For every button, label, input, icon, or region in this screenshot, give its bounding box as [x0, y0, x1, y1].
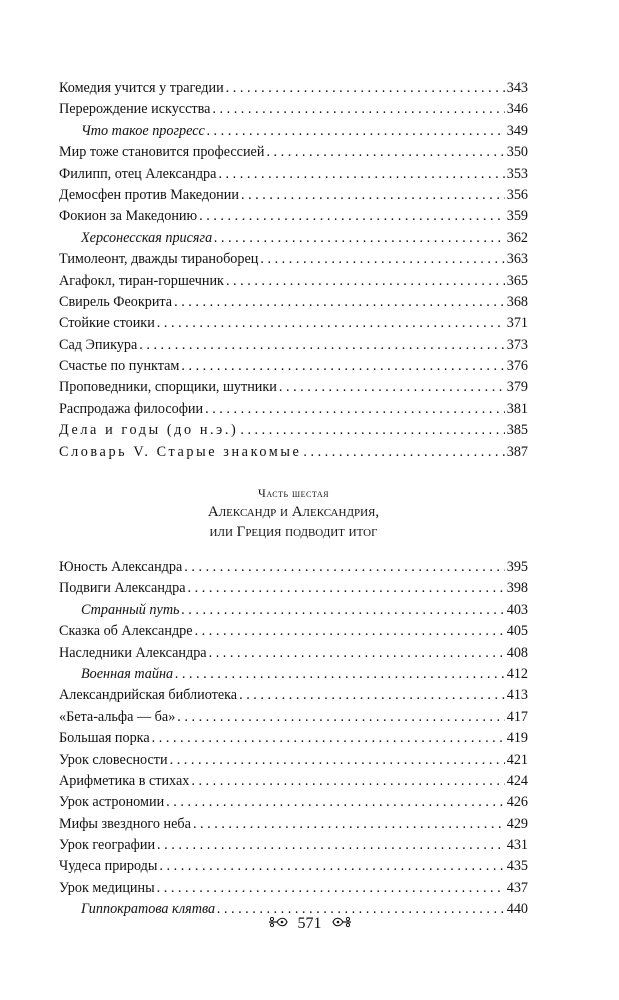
toc-leader-dots [209, 643, 505, 664]
toc-entry-title: Подвиги Александра [59, 580, 186, 597]
toc-entry-page: 381 [506, 400, 528, 417]
toc-entry-page: 398 [506, 580, 528, 597]
toc-entry [59, 377, 528, 398]
toc-leader-dots [226, 78, 505, 99]
toc-entry [59, 121, 528, 142]
toc-entry-page: 417 [506, 708, 528, 725]
toc-entry-page: 346 [506, 101, 528, 118]
toc-leader-dots [279, 377, 505, 398]
toc-entry-title: Проповедники, спорщики, шутники [59, 379, 277, 396]
toc-entry-title: Фокион за Македонию [59, 208, 198, 225]
toc-leader-dots [159, 856, 504, 877]
toc-leader-dots [241, 185, 505, 206]
toc-entry-title: Херсонесская присяга [81, 229, 213, 246]
toc-entry-page: 371 [506, 315, 528, 332]
part-title-line1: Александр и Александрия, [207, 504, 380, 520]
toc-entry [59, 814, 528, 835]
toc-entry-title: Наследники Александра [59, 644, 207, 661]
toc-entry-page: 353 [506, 165, 528, 182]
toc-entry-title: Распродажа философии [59, 400, 204, 417]
page-footer [0, 914, 619, 934]
toc-leader-dots [175, 664, 505, 685]
toc-entry-title: Юность Александра [59, 559, 183, 575]
toc-entry-page: 356 [506, 186, 528, 203]
toc-entry-page: 429 [506, 815, 528, 832]
fleuron-right-icon [330, 914, 352, 934]
toc-leader-dots [266, 142, 504, 163]
toc-entry-page: 368 [506, 293, 528, 310]
toc-entry [59, 99, 528, 120]
toc-entry-page: 350 [506, 144, 528, 161]
toc-entry [59, 356, 528, 377]
toc-leader-dots [240, 420, 504, 441]
part-heading [59, 484, 528, 542]
toc-leader-dots [139, 335, 504, 356]
toc-entry [59, 78, 528, 99]
toc-entry-page: 435 [506, 858, 528, 875]
toc-entry-title: Мифы звездного неба [59, 815, 191, 832]
toc-entry [59, 335, 528, 356]
toc-entry-page: 376 [506, 358, 528, 375]
fleuron-left-icon [268, 914, 290, 934]
toc-entry-page: 421 [506, 751, 528, 768]
toc-entry [59, 228, 528, 249]
toc-leader-dots [193, 814, 505, 835]
toc-entry [59, 878, 528, 899]
toc-entry-title: Александрийская библиотека [59, 687, 238, 704]
toc-entry-title: Странный путь [81, 601, 180, 618]
toc-entry-page: 363 [506, 251, 528, 268]
toc-entry-title: Чудеса природы [59, 858, 158, 875]
toc-entry [59, 142, 528, 163]
toc-entry-title: Перерождение искусства [59, 101, 211, 118]
toc-leader-dots [191, 771, 504, 792]
toc-leader-dots [218, 164, 504, 185]
toc-entry-title: Мир тоже становится профессией [59, 144, 265, 161]
toc-leader-dots [170, 750, 505, 771]
toc-entry-title: Агафокл, тиран-горшечник [59, 272, 224, 289]
toc-entry-title: Большая порка [59, 730, 150, 747]
toc-entry-page: 387 [506, 443, 528, 460]
toc-entry-title: Стойкие стоики [59, 315, 155, 332]
toc-leader-dots [188, 578, 505, 599]
toc-entry-title: Сказка об Александре [59, 623, 193, 640]
toc-leader-dots [152, 728, 505, 749]
toc-entry-title: Свирель Феокрита [59, 293, 173, 310]
toc-entry-page: 431 [506, 837, 528, 854]
toc-entry [59, 685, 528, 706]
toc-entry-title: Военная тайна [81, 665, 174, 682]
toc-leader-dots [157, 835, 505, 856]
toc-entry-title: Что такое прогресс [81, 122, 205, 139]
toc-entry-page: 437 [506, 879, 528, 896]
toc-leader-dots [205, 399, 505, 420]
toc-leader-dots [181, 356, 504, 377]
toc-leader-dots [303, 442, 504, 463]
toc-entry-page: 426 [506, 794, 528, 811]
toc-entry-title: Демосфен против Македонии [59, 186, 239, 203]
toc-entry [59, 292, 528, 313]
toc-leader-dots [174, 292, 505, 313]
toc-entry-page: 408 [506, 644, 528, 661]
toc-entry-page: 362 [506, 229, 528, 246]
toc-entry-title: Филипп, отец Александра [59, 165, 217, 182]
toc-entry [59, 600, 528, 621]
toc-entry-title: Гиппократова клятва [81, 901, 216, 918]
toc-part6-list [59, 557, 528, 921]
toc-entry-page: 365 [506, 272, 528, 289]
toc-entry [59, 185, 528, 206]
part-title-line2: или Греция подводит итог [209, 524, 378, 540]
toc-entry-title: Комедия учится у трагедии [59, 80, 224, 96]
toc-entry-title: Сад Эпикура [59, 336, 138, 353]
toc-entry [59, 271, 528, 292]
toc-entry-page: 385 [506, 422, 528, 439]
toc-leader-dots [184, 557, 504, 578]
toc-entry [59, 442, 528, 463]
toc-entry [59, 206, 528, 227]
toc-entry-title: Словарь V. Старые знакомые [59, 443, 302, 460]
toc-entry-page: 373 [506, 336, 528, 353]
toc-leader-dots [195, 621, 505, 642]
toc-entry-page: 424 [506, 772, 528, 789]
toc-entry-title: Урок астрономии [59, 794, 165, 811]
toc-entry [59, 792, 528, 813]
toc-entry [59, 621, 528, 642]
toc-leader-dots [214, 228, 505, 249]
toc-entry-page: 359 [506, 208, 528, 225]
toc-entry [59, 557, 528, 578]
toc-entry-title: Арифметика в стихах [59, 772, 190, 789]
toc-leader-dots [182, 600, 505, 621]
toc-leader-dots [177, 707, 504, 728]
toc-part5-list [59, 78, 528, 463]
toc-entry-page: 395 [506, 559, 528, 575]
toc-entry [59, 643, 528, 664]
toc-entry-page: 440 [506, 901, 528, 918]
part-label: Часть шестая [258, 486, 329, 500]
toc-entry-page: 379 [506, 379, 528, 396]
toc-leader-dots [207, 121, 505, 142]
toc-entry [59, 420, 528, 441]
toc-entry-page: 405 [506, 623, 528, 640]
toc-entry-title: Урок географии [59, 837, 156, 854]
toc-entry-title: Счастье по пунктам [59, 358, 180, 375]
toc-entry-page: 413 [506, 687, 528, 704]
toc-entry [59, 856, 528, 877]
page-number: 571 [297, 915, 322, 933]
toc-entry [59, 835, 528, 856]
toc-leader-dots [199, 206, 505, 227]
toc-entry [59, 750, 528, 771]
toc-leader-dots [157, 313, 505, 334]
toc-entry-title: «Бета-альфа — ба» [59, 708, 176, 725]
toc-entry [59, 164, 528, 185]
toc-entry-page: 349 [506, 122, 528, 139]
toc-leader-dots [260, 249, 504, 270]
toc-leader-dots [212, 99, 504, 120]
toc-leader-dots [226, 271, 505, 292]
toc-entry-title: Тимолеонт, дважды тираноборец [59, 251, 259, 268]
toc-entry [59, 707, 528, 728]
toc-entry-page: 419 [506, 730, 528, 747]
toc-entry [59, 399, 528, 420]
toc-entry-page: 343 [506, 80, 528, 96]
toc-entry-title: Дела и годы (до н.э.) [59, 422, 239, 439]
toc-entry-page: 403 [506, 601, 528, 618]
toc-leader-dots [166, 792, 505, 813]
toc-leader-dots [239, 685, 505, 706]
toc-entry [59, 728, 528, 749]
toc-entry [59, 771, 528, 792]
toc-leader-dots [157, 878, 505, 899]
toc-entry [59, 249, 528, 270]
toc-entry [59, 578, 528, 599]
toc-entry-title: Урок медицины [59, 879, 155, 896]
toc-entry-title: Урок словесности [59, 751, 168, 768]
toc-entry [59, 664, 528, 685]
toc-entry-page: 412 [506, 665, 528, 682]
toc-entry [59, 313, 528, 334]
